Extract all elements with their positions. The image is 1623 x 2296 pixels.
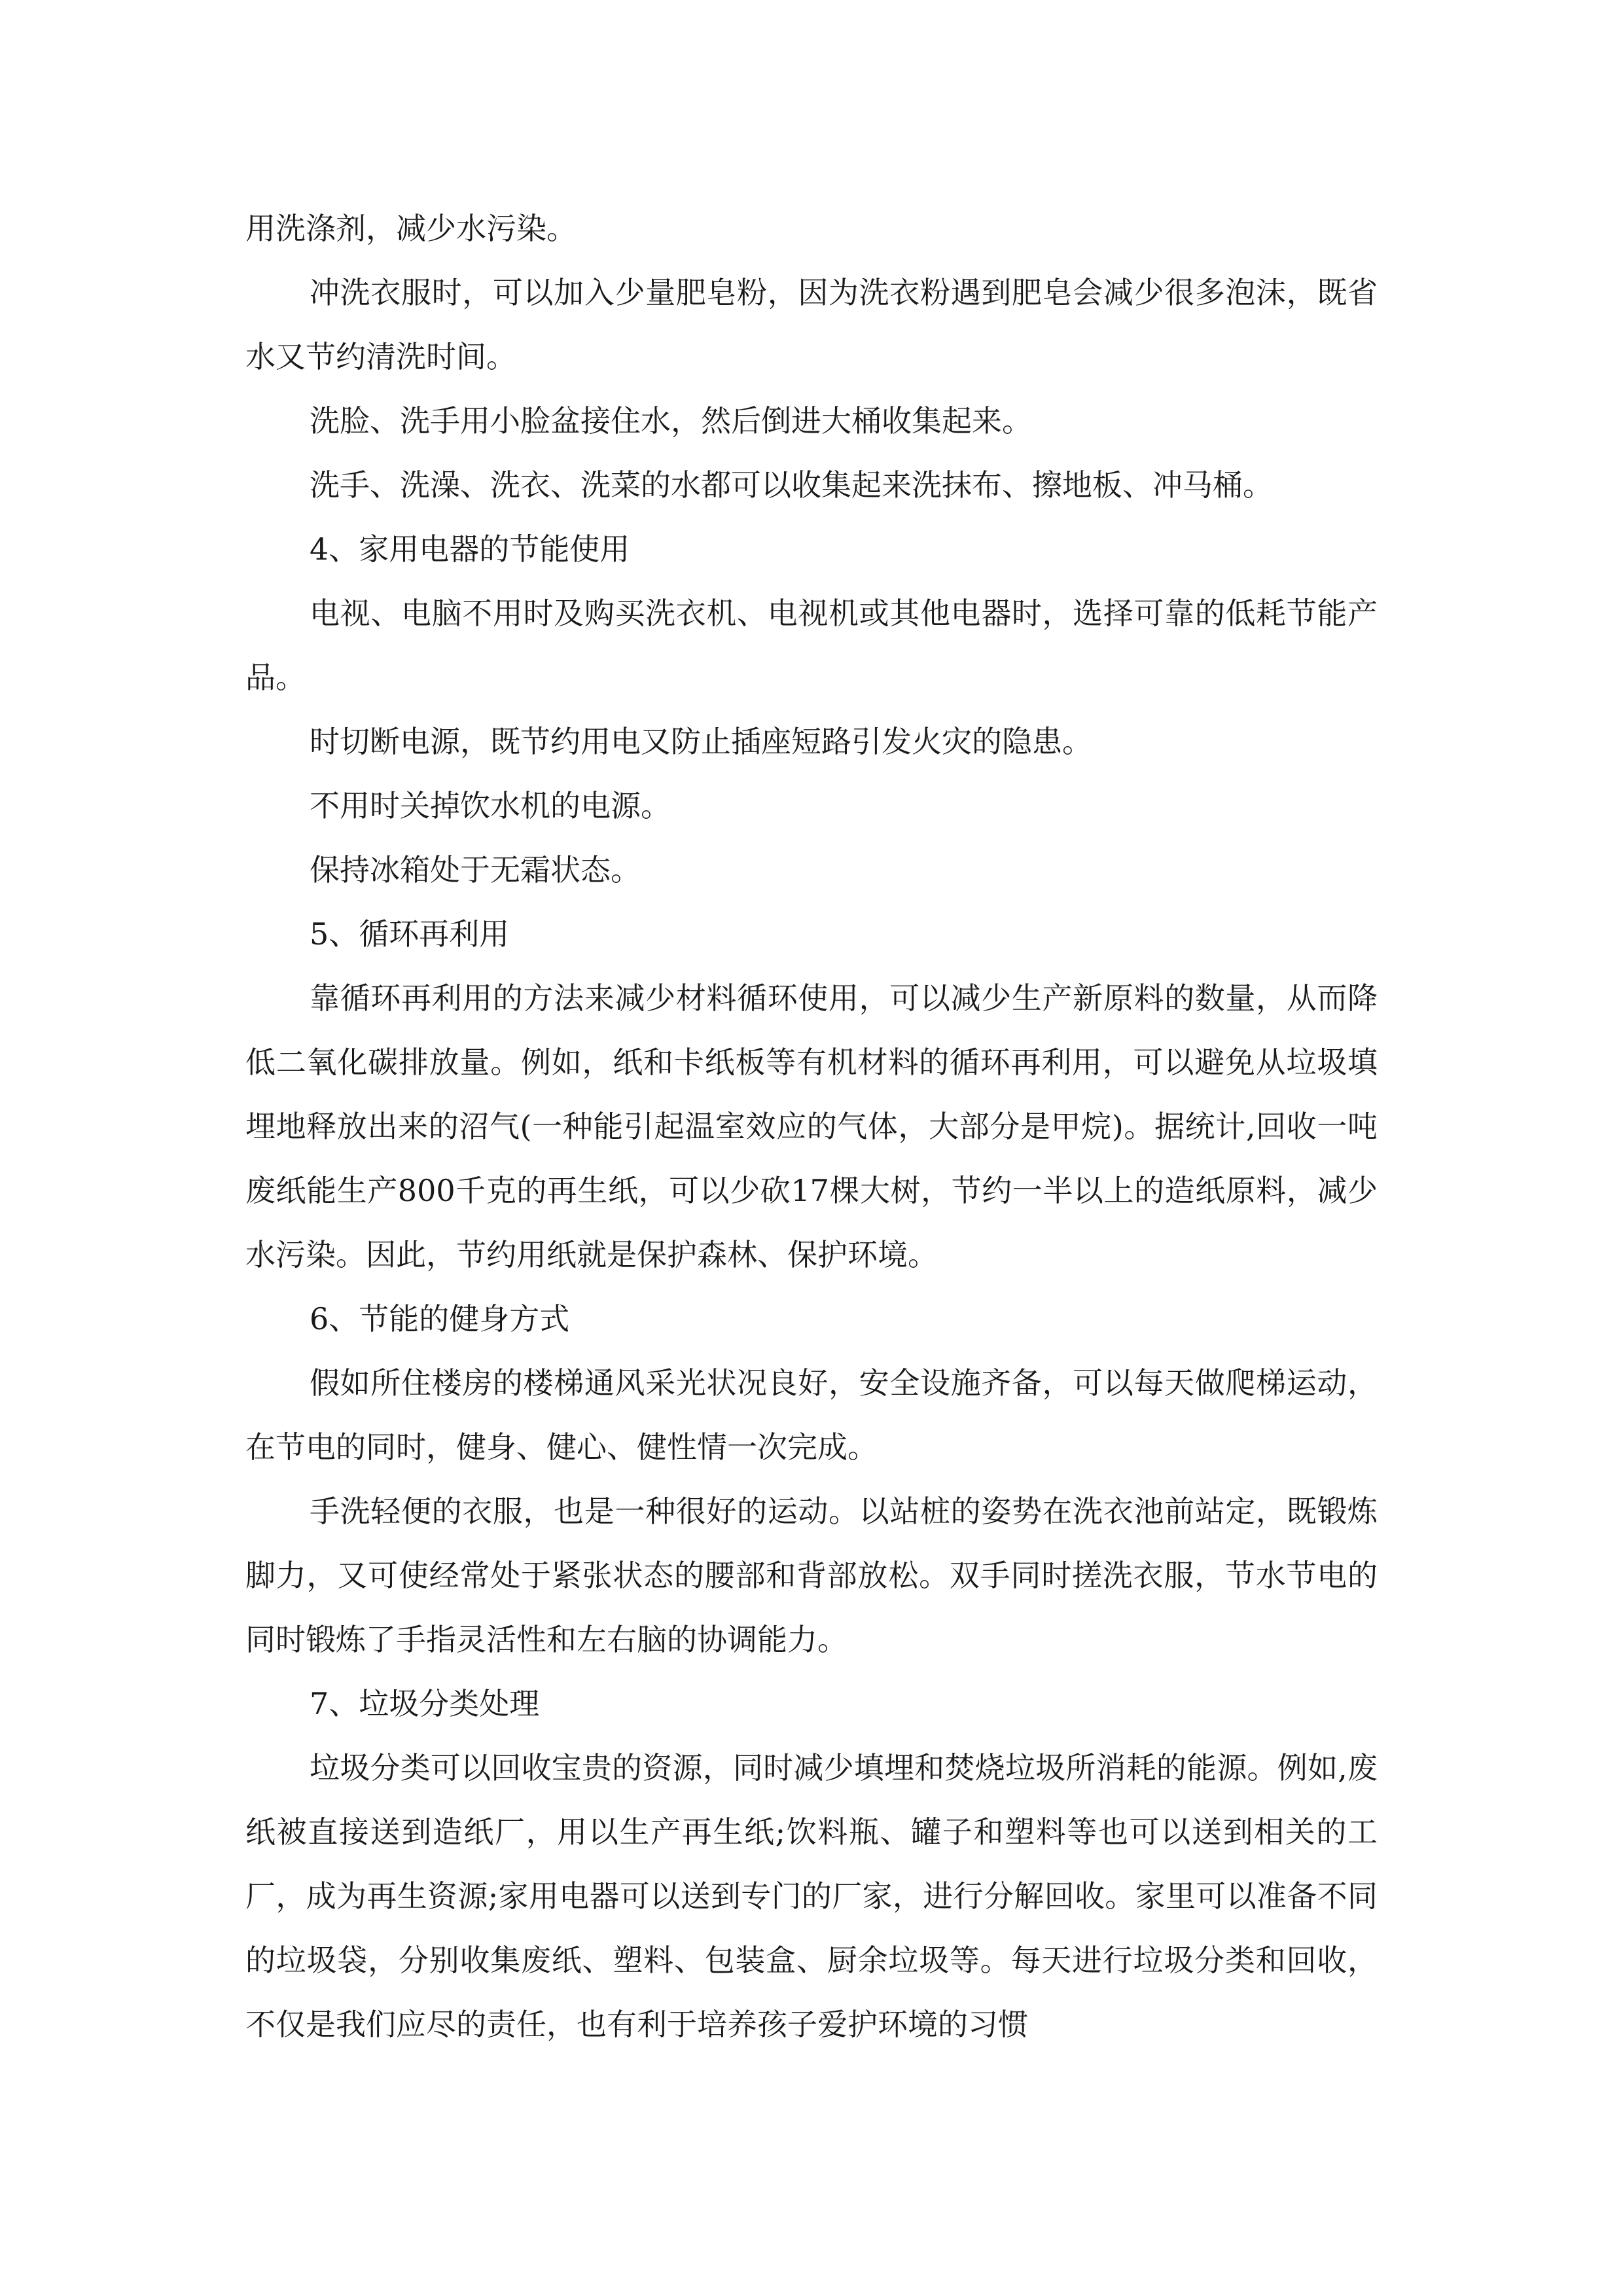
- section-heading: 4、家用电器的节能使用: [310, 531, 630, 567]
- section-heading: 7、垃圾分类处理: [310, 1686, 540, 1721]
- paragraph: 洗手、洗澡、洗衣、洗菜的水都可以收集起来洗抹布、擦地板、冲马桶。: [310, 467, 1273, 503]
- paragraph: 电视、电脑不用时及购买洗衣机、电视机或其他电器时，选择可靠的低耗节能产品。: [245, 596, 1378, 695]
- section-heading: 5、循环再利用: [310, 916, 510, 952]
- paragraph: 假如所住楼房的楼梯通风采光状况良好，安全设施齐备，可以每天做爬梯运动，在节电的同时，健身、健心、健性情一次完成。: [245, 1365, 1378, 1465]
- paragraph: 冲洗衣服时，可以加入少量肥皂粉，因为洗衣粉遇到肥皂会减少很多泡沫，既省水又节约清洗时间。: [245, 275, 1378, 374]
- paragraph: 手洗轻便的衣服，也是一种很好的运动。以站桩的姿势在洗衣池前站定，既锻炼脚力，又可使经常处于紧张状态的腰部和背部放松。双手同时搓洗衣服，节水节电的同时锻炼了手指灵活性和左右脑的协调能力。: [245, 1494, 1378, 1657]
- paragraph: 用洗涤剂，减少水污染。: [245, 211, 577, 246]
- paragraph: 洗脸、洗手用小脸盆接住水，然后倒进大桶收集起来。: [310, 403, 1032, 439]
- paragraph: 垃圾分类可以回收宝贵的资源，同时减少填埋和焚烧垃圾所消耗的能源。例如,废纸被直接送到造纸厂，用以生产再生纸;饮料瓶、罐子和塑料等也可以送到相关的工厂，成为再生资源;家用电器可以送到专门的厂家，进行分解回收。家里可以准备不同的垃圾袋，分别收集废纸、塑料、包装盒、厨余垃圾等。每天进行垃圾分类和回收，不仅是我们应尽的责任，也有利于培养孩子爱护环境的习惯: [245, 1750, 1378, 2042]
- section-heading: 6、节能的健身方式: [310, 1301, 570, 1336]
- document-body: [245, 196, 1378, 2056]
- paragraph: 保持冰箱处于无霜状态。: [310, 852, 641, 888]
- paragraph: 靠循环再利用的方法来减少材料循环使用，可以减少生产新原料的数量，从而降低二氧化碳排放量。例如，纸和卡纸板等有机材料的循环再利用，可以避免从垃圾填埋地释放出来的沼气(一种能引起温室效应的气体，大部分是甲烷)。据统计,回收一吨废纸能生产800千克的再生纸，可以少砍17棵大树，节约一半以上的造纸原料，减少水污染。因此，节约用纸就是保护森林、保护环境。: [245, 980, 1378, 1272]
- paragraph: 不用时关掉饮水机的电源。: [310, 788, 671, 823]
- paragraph: 时切断电源，既节约用电又防止插座短路引发火灾的隐患。: [310, 724, 1092, 759]
